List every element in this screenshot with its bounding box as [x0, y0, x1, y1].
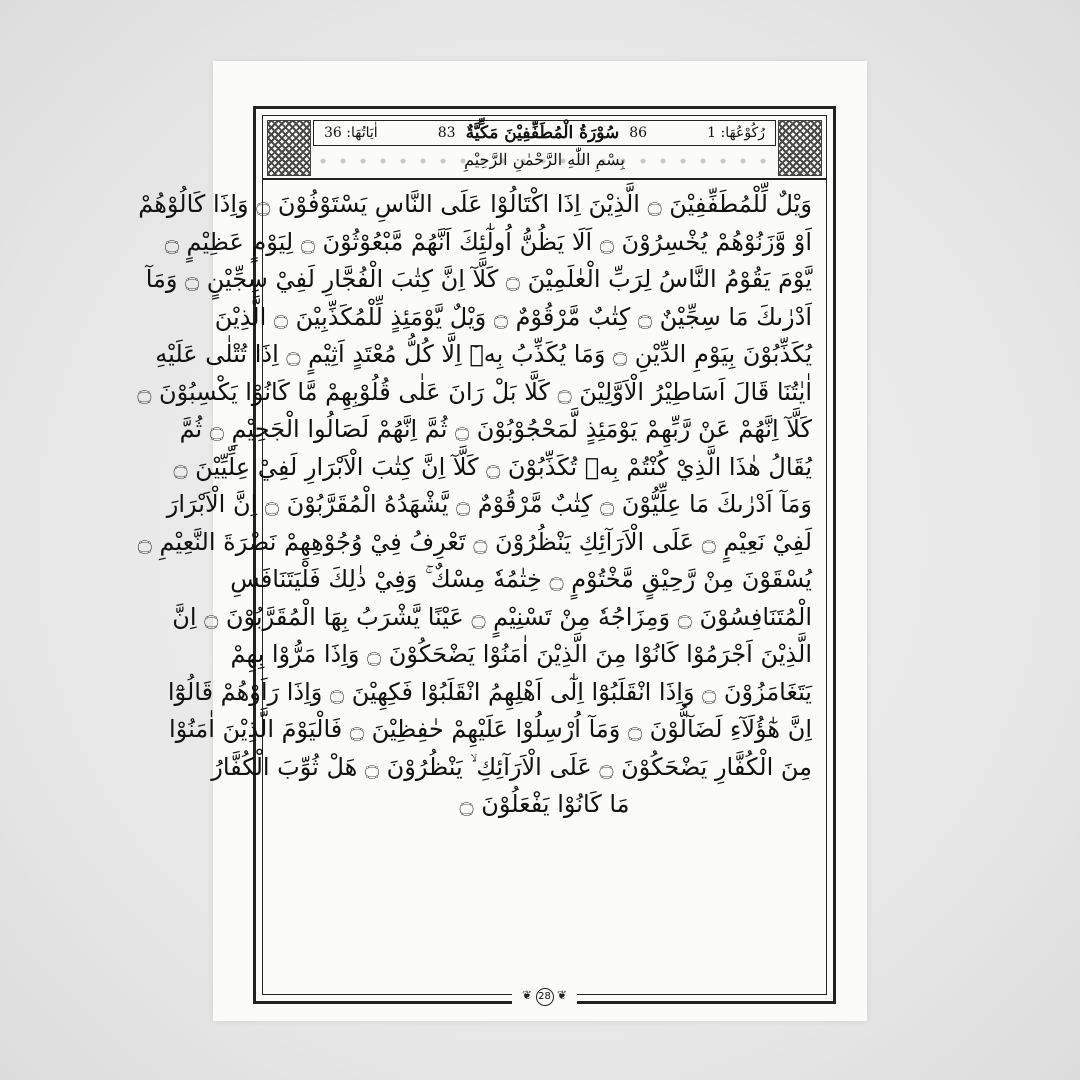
ayat-count: اٰيَاتُهَا: 36 [324, 125, 378, 141]
flourish-left-icon: ❦ [521, 988, 532, 1002]
mushaf-page [137, 61, 867, 1021]
text-line: يُقَالُ هٰذَا الَّذِيْ كُنْتُمْ بِهٖ تُكَذِّبُوْنَ ۝ كَلَّآ اِنَّ كِتٰبَ الْاَبْرَارِ لَفِيْ عِلِّيِّيْنَ ۝ [173, 452, 812, 481]
quran-text [137, 186, 812, 824]
text-line: يُسْقَوْنَ مِنْ رَّحِيْقٍ مَّخْتُوْمٍ ۝ خِتٰمُهٗ مِسْكٌ ۚ وَفِيْ ذٰلِكَ فَلْيَتَنَافَسِ [230, 565, 812, 593]
text-line: كَلَّآ اِنَّهُمْ عَنْ رَّبِّهِمْ يَوْمَئِذٍ لَّمَحْجُوْبُوْنَ ۝ ثُمَّ اِنَّهُمْ لَصَالُوا الْجَحِيْمِ ۝ ثُمَّ [179, 415, 812, 443]
text-line: وَمَآ اَدْرٰىكَ مَا عِلِّيُّوْنَ ۝ كِتٰبٌ مَّرْقُوْمٌ ۝ يَّشْهَدُهُ الْمُقَرَّبُوْنَ ۝ اِنَّ الْاَبْرَارَ [166, 490, 812, 518]
text-line: اِنَّ هٰٓؤُلَآءِ لَضَآلُّوْنَ ۝ وَمَآ اُرْسِلُوْا عَلَيْهِمْ حٰفِظِيْنَ ۝ فَالْيَوْمَ الَّذِيْنَ اٰمَنُوْا [169, 715, 812, 743]
surah-title-group [438, 123, 647, 143]
bismillah: بِسْمِ اللّٰهِ الرَّحْمٰنِ الرَّحِيْمِ [464, 150, 625, 169]
page-inner-border [137, 115, 827, 1002]
revelation-order: 86 [629, 125, 648, 141]
flourish-right-icon: ❦ [557, 988, 568, 1002]
ruku-count: رُكُوْعُهَا: 1 [707, 125, 765, 141]
surah-header [263, 116, 826, 180]
surah-number: 83 [437, 125, 456, 141]
page-number-badge [512, 988, 577, 1006]
text-line: مِنَ الْكُفَّارِ يَضْحَكُوْنَ ۝ عَلَى الْاَرَآئِكِ ۙ يَنْظُرُوْنَ ۝ هَلْ ثُوِّبَ الْكُفَّارُ [211, 752, 812, 781]
text-line: اَدْرٰىكَ مَا سِجِّيْنٌ ۝ كِتٰبٌ مَّرْقُوْمٌ ۝ وَيْلٌ يَّوْمَئِذٍ لِّلْمُكَذِّبِيْنَ ۝ الَّذِيْنَ [214, 302, 812, 331]
text-line: يَّوْمَ يَقُوْمُ النَّاسُ لِرَبِّ الْعٰلَمِيْنَ ۝ كَلَّآ اِنَّ كِتٰبَ الْفُجَّارِ لَفِيْ سِجِّيْنٍ ۝ وَمَآ [145, 265, 812, 293]
text-line: الَّذِيْنَ اَجْرَمُوْا كَانُوْا مِنَ الَّذِيْنَ اٰمَنُوْا يَضْحَكُوْنَ ۝ وَاِذَا مَرُّوْا بِهِمْ [230, 640, 812, 668]
text-line: اٰيٰتُنَا قَالَ اَسَاطِيْرُ الْاَوَّلِيْنَ ۝ كَلَّا بَلْ رَانَ عَلٰى قُلُوْبِهِمْ مَّا كَانُوْا يَكْسِبُوْنَ ۝ [137, 377, 812, 406]
text-line: يَتَغَامَزُوْنَ ۝ وَاِذَا انْقَلَبُوْٓا اِلٰٓى اَهْلِهِمُ انْقَلَبُوْا فَكِهِيْنَ ۝ وَاِذَا رَاَوْهُمْ قَالُوْٓا [167, 677, 812, 706]
text-line: اَوْ وَّزَنُوْهُمْ يُخْسِرُوْنَ ۝ اَلَا يَظُنُّ اُولٰٓئِكَ اَنَّهُمْ مَّبْعُوْثُوْنَ ۝ لِيَوْمٍ عَظِيْمٍ ۝ [164, 227, 812, 256]
surah-title: سُوْرَةُ الْمُطَفِّفِيْنَ مَكِّيَّةٌ [465, 123, 620, 143]
page-footer [263, 984, 826, 1006]
text-line: مَا كَانُوْا يَفْعَلُوْنَ ۝ [459, 790, 630, 818]
text-line: وَيْلٌ لِّلْمُطَفِّفِيْنَ ۝ الَّذِيْنَ اِذَا اكْتَالُوْا عَلَى النَّاسِ يَسْتَوْفُوْنَ ۝ وَاِذَا كَالُوْهُمْ [138, 190, 812, 218]
page-number: 28 [536, 988, 554, 1006]
surah-header-band [313, 120, 776, 146]
text-line: الْمُتَنَافِسُوْنَ ۝ وَمِزَاجُهٗ مِنْ تَسْنِيْمٍ ۝ عَيْنًا يَّشْرَبُ بِهَا الْمُقَرَّبُوْنَ ۝ اِنَّ [172, 602, 812, 631]
page-border [137, 106, 836, 1004]
text-line: يُكَذِّبُوْنَ بِيَوْمِ الدِّيْنِ ۝ وَمَا يُكَذِّبُ بِهٖٓ اِلَّا كُلُّ مُعْتَدٍ اَثِيْمٍ ۝ اِذَا تُتْلٰى عَلَيْهِ [155, 340, 812, 368]
text-line: لَفِيْ نَعِيْمٍ ۝ عَلَى الْاَرَآئِكِ يَنْظُرُوْنَ ۝ تَعْرِفُ فِيْ وُجُوْهِهِمْ نَضْرَةَ النَّعِيْمِ ۝ [137, 527, 812, 556]
